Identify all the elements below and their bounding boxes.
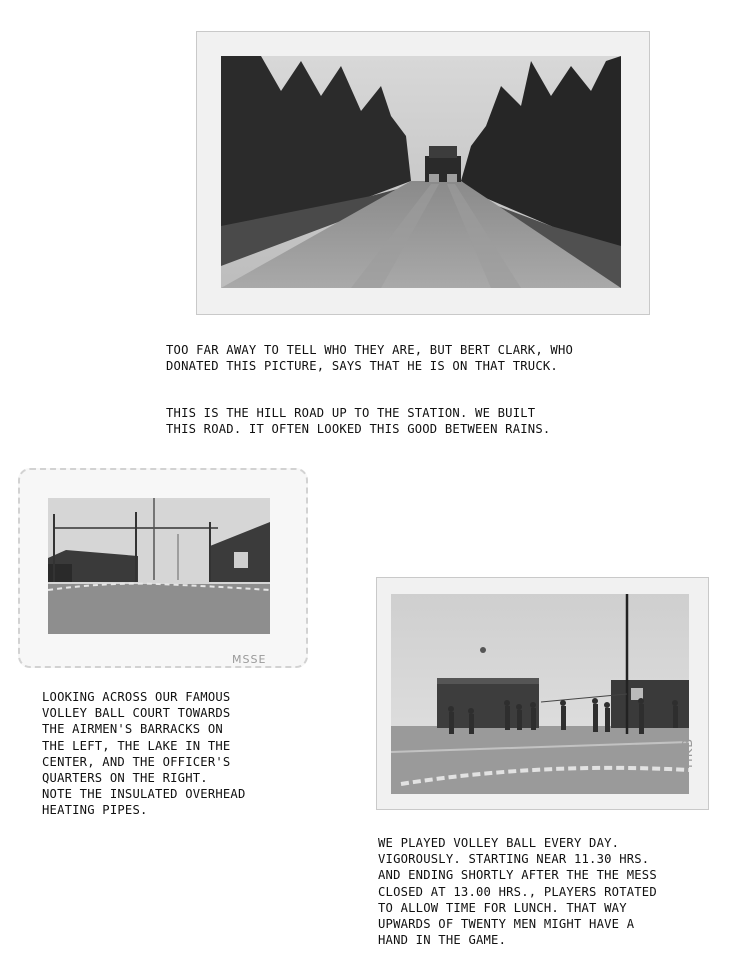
road-photo [221,56,621,288]
court-photo-card [18,468,308,668]
court-photo [48,498,270,634]
court-caption: LOOKING ACROSS OUR FAMOUS VOLLEY BALL COURT TOWARDS THE AIRMEN'S BARRACKS ON THE LEFT, THE LAKE IN THE CENTER, AND THE OFFICER'S QUARTERS ON THE RIGHT. NOTE THE INSULATED OVERHEAD HEATING PIPES. [42,690,246,818]
road-caption-line-2: THIS IS THE HILL ROAD UP TO THE STATION. WE BUILT THIS ROAD. IT OFTEN LOOKED THIS GOOD BETWEEN RAINS. [166,405,551,437]
road-photo-card [197,32,649,314]
road-caption-line-1: TOO FAR AWAY TO TELL WHO THEY ARE, BUT BERT CLARK, WHO DONATED THIS PICTURE, SAYS THAT HE IS ON THAT TRUCK. [166,343,574,374]
court-photo-mark: MSSE [232,653,267,666]
road-caption [166,326,726,453]
game-photo [391,594,689,794]
game-caption: WE PLAYED VOLLEY BALL EVERY DAY. VIGOROUSLY. STARTING NEAR 11.30 HRS. AND ENDING SHORTLY AFTER THE THE MESS CLOSED AT 13.00 HRS., PLAYERS ROTATED TO ALLOW TIME FOR LUNCH. THAT WAY UPWARDS OF TWENTY MEN MIGHT HAVE A HAND IN THE GAME. [378,836,657,948]
game-photo-card [377,578,708,809]
game-photo-mark: HKB [681,737,696,768]
